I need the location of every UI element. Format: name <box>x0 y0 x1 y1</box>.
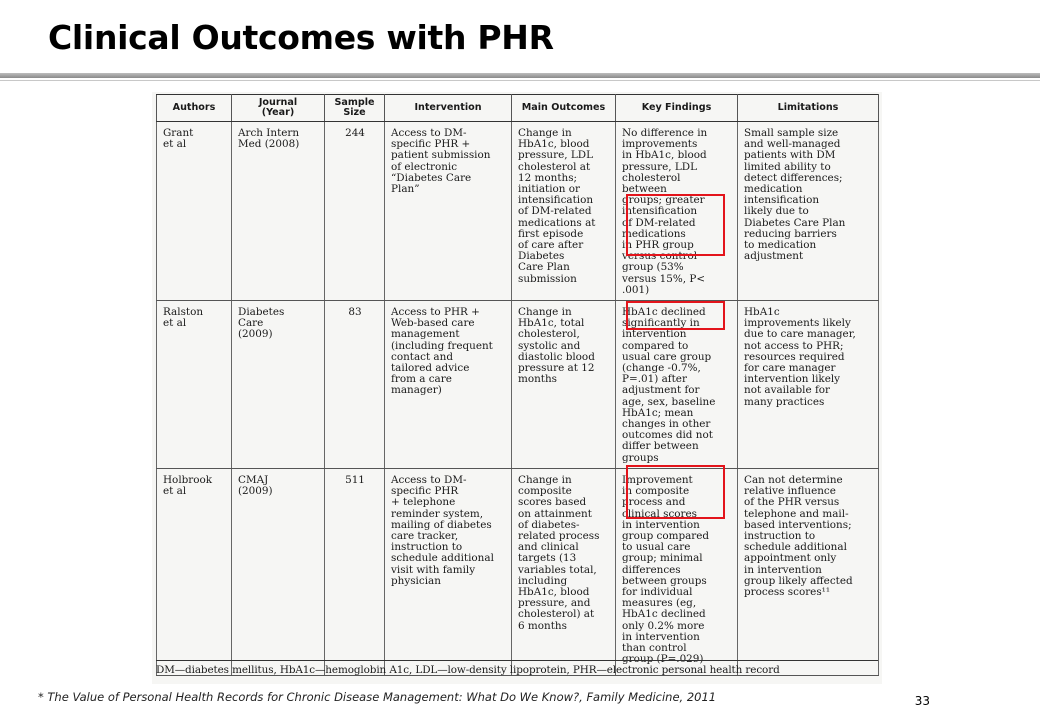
cell-limitations: Small sample size and well-managed patients with DM limited ability to detect differences; medication intensification likely due to Diabetes Care Plan reducing barriers to medication adjustment <box>738 122 879 301</box>
cell-limitations: Can not determine relative influence of the PHR versus telephone and mail- based interventions; instruction to schedule additional appointment only in intervention group likely affected process scores¹¹ <box>738 468 879 675</box>
cell-key-findings: No difference in improvements in HbA1c, blood pressure, LDL cholesterol between groups; greater intensification of DM-related medications in PHR group versus control group (53% versus 15%, P< .001) <box>616 122 738 301</box>
cell-limitations: HbA1c improvements likely due to care manager, not access to PHR; resources required for care manager intervention likely not available for many practices <box>738 301 879 469</box>
findings-table <box>156 94 879 676</box>
table-row <box>157 468 879 675</box>
header-sample-size: Sample Size <box>325 95 385 122</box>
header-authors: Authors <box>157 95 232 122</box>
header-main-outcomes: Main Outcomes <box>512 95 616 122</box>
highlight-box-ralston-finding <box>626 301 725 330</box>
header-limitations: Limitations <box>738 95 879 122</box>
cell-main-outcomes: Change in HbA1c, total cholesterol, systolic and diastolic blood pressure at 12 months <box>512 301 616 469</box>
cell-main-outcomes: Change in composite scores based on attainment of diabetes- related process and clinical targets (13 variables total, including HbA1c, blood pressure, and cholesterol) at 6 months <box>512 468 616 675</box>
source-citation: * The Value of Personal Health Records for Chronic Disease Management: What Do We Know?, Family Medicine, 2011 <box>38 690 717 704</box>
table-header-row <box>157 95 879 122</box>
header-key-findings: Key Findings <box>616 95 738 122</box>
table-footnote: DM—diabetes mellitus, HbA1c—hemoglobin A1c, LDL—low-density lipoprotein, PHR—electronic personal health record <box>156 660 878 676</box>
cell-key-findings: HbA1c declined significantly in intervention compared to usual care group (change -0.7%, P=.01) after adjustment for age, sex, baseline HbA1c; mean changes in other outcomes did not differ between groups <box>616 301 738 469</box>
cell-authors: Grant et al <box>157 122 232 301</box>
header-intervention: Intervention <box>385 95 512 122</box>
table-row <box>157 301 879 469</box>
cell-sample-size: 244 <box>325 122 385 301</box>
cell-sample-size: 83 <box>325 301 385 469</box>
cell-sample-size: 511 <box>325 468 385 675</box>
highlight-box-holbrook-finding <box>626 465 725 519</box>
cell-journal: CMAJ (2009) <box>232 468 325 675</box>
cell-journal: Arch Intern Med (2008) <box>232 122 325 301</box>
title-divider-thin <box>0 80 1040 81</box>
header-journal: Journal (Year) <box>232 95 325 122</box>
slide-title: Clinical Outcomes with PHR <box>48 18 554 57</box>
page-number: 33 <box>914 694 930 708</box>
cell-main-outcomes: Change in HbA1c, blood pressure, LDL cholesterol at 12 months; initiation or intensification of DM-related medications at first episode of care after Diabetes Care Plan submission <box>512 122 616 301</box>
cell-journal: Diabetes Care (2009) <box>232 301 325 469</box>
cell-intervention: Access to DM- specific PHR + telephone reminder system, mailing of diabetes care tracker, instruction to schedule additional visit with family physician <box>385 468 512 675</box>
cell-intervention: Access to DM- specific PHR + patient submission of electronic “Diabetes Care Plan” <box>385 122 512 301</box>
scanned-table-image <box>152 92 882 684</box>
cell-authors: Holbrook et al <box>157 468 232 675</box>
cell-key-findings: Improvement in composite process and clinical scores in intervention group compared to usual care group; minimal differences between groups for individual measures (eg, HbA1c declined only 0.2% more in intervention than control group (P=.029) <box>616 468 738 675</box>
cell-authors: Ralston et al <box>157 301 232 469</box>
highlight-box-grant-finding <box>626 194 725 256</box>
cell-intervention: Access to PHR + Web-based care management (including frequent contact and tailored advice from a care manager) <box>385 301 512 469</box>
table-row <box>157 122 879 301</box>
title-divider <box>0 73 1040 78</box>
